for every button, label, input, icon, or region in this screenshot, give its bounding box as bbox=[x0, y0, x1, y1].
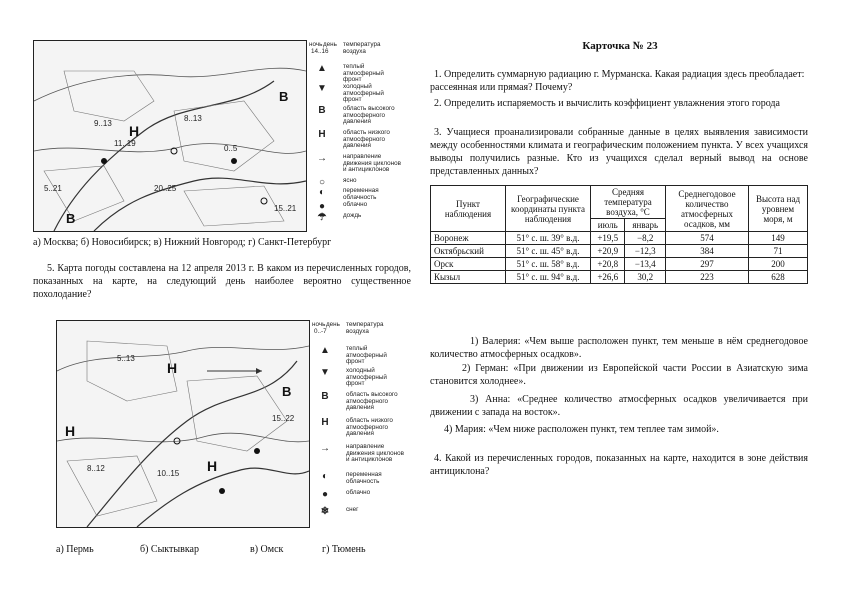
table-row bbox=[431, 258, 808, 271]
card-title: Карточка № 23 bbox=[582, 40, 658, 52]
cell-height: 200 bbox=[749, 258, 808, 271]
cold-front-icon: ▼ bbox=[320, 367, 330, 378]
high-pressure-icon: В bbox=[318, 105, 326, 116]
svg-text:5..21: 5..21 bbox=[44, 184, 62, 193]
table-row bbox=[431, 232, 808, 245]
snow-icon: ❄ bbox=[320, 506, 330, 517]
th-precip: Среднегодовое количество атмосферных осадков, мм bbox=[666, 186, 749, 232]
svg-text:В: В bbox=[282, 384, 292, 399]
legend-2-item-1: теплый атмосферный фронт bbox=[346, 345, 387, 366]
cell-point: Кызыл bbox=[431, 271, 506, 284]
clear-sky-icon: ○ bbox=[318, 177, 326, 188]
svg-text:8..13: 8..13 bbox=[184, 114, 202, 123]
low-pressure-icon: Н bbox=[321, 417, 329, 428]
svg-text:15..22: 15..22 bbox=[272, 414, 295, 423]
right-q2: 2. Определить испаряемость и вычислить коэффициент увлажнения этого города bbox=[434, 98, 780, 109]
rain-icon: ☂ bbox=[317, 212, 327, 223]
svg-text:Н: Н bbox=[167, 360, 178, 376]
low-pressure-icon: Н bbox=[318, 129, 326, 140]
legend-2-night: ночь bbox=[312, 321, 326, 328]
legend-1-example: 14..16 bbox=[311, 48, 329, 55]
high-pressure-icon: В bbox=[321, 391, 329, 402]
svg-text:10..15: 10..15 bbox=[157, 469, 180, 478]
svg-text:В: В bbox=[279, 89, 289, 104]
legend-2-day: день bbox=[326, 321, 340, 328]
partly-cloudy-icon: ◐ bbox=[321, 471, 329, 482]
th-point: Пункт наблюдения bbox=[431, 186, 506, 232]
partly-cloudy-icon: ◐ bbox=[318, 187, 326, 198]
cell-coords: 51° с. ш. 58° в.д. bbox=[506, 258, 591, 271]
legend-2-item-3: область высокого атмосферного давления bbox=[346, 391, 398, 412]
legend-2-item-0: температура воздуха bbox=[346, 321, 384, 335]
legend-1-item-6: ясно bbox=[343, 177, 357, 184]
cloudy-icon: ● bbox=[321, 489, 329, 500]
legend-2-item-5: направление движения циклонов и антициклонов bbox=[346, 443, 404, 464]
legend-1-night: ночь bbox=[309, 41, 323, 48]
right-q3: 3. Учащиеся проанализировали собранные данные в целях выявления зависимости между особенностями климата и географическим положением пункта. У всех учащихся выводы получились разные. Кто из учащихся сделал верный вывод на основе представленных данных? bbox=[430, 127, 808, 177]
cell-precip: 297 bbox=[666, 258, 749, 271]
legend-2-item-2: холодный атмосферный фронт bbox=[346, 367, 387, 388]
cold-front-icon: ▼ bbox=[317, 83, 327, 94]
table-row bbox=[431, 245, 808, 258]
legend-1-day: день bbox=[323, 41, 337, 48]
warm-front-icon: ▲ bbox=[320, 345, 330, 356]
cell-coords: 51° с. ш. 45° в.д. bbox=[506, 245, 591, 258]
legend-2-item-7: облачно bbox=[346, 489, 371, 496]
right-q1: 1. Определить суммарную радиацию г. Мурманска. Какая радиация здесь преобладает: рассеянная или прямая? Почему? bbox=[430, 69, 805, 93]
q5-option-a: а) Пермь bbox=[56, 544, 94, 555]
cell-point: Октябрьский bbox=[431, 245, 506, 258]
th-height: Высота над уровнем моря, м bbox=[749, 186, 808, 232]
arrow-right-icon: → bbox=[320, 443, 330, 454]
th-temp-july: июль bbox=[591, 219, 625, 232]
svg-text:В: В bbox=[66, 211, 76, 226]
svg-text:Н: Н bbox=[207, 458, 218, 474]
svg-text:5..13: 5..13 bbox=[117, 354, 135, 363]
weather-map-1-drawing bbox=[34, 41, 306, 231]
table-row bbox=[431, 271, 808, 284]
legend-1-item-3: область высокого атмосферного давления bbox=[343, 105, 395, 126]
cloudy-icon: ● bbox=[318, 201, 326, 212]
warm-front-icon: ▲ bbox=[317, 63, 327, 74]
svg-text:Н: Н bbox=[129, 123, 140, 139]
svg-text:15..21: 15..21 bbox=[274, 204, 297, 213]
legend-2-item-6: переменная облачность bbox=[346, 471, 382, 485]
q5-option-c: в) Омск bbox=[250, 544, 284, 555]
svg-text:8..12: 8..12 bbox=[87, 464, 105, 473]
legend-1-item-4: область низкого атмосферного давления bbox=[343, 129, 390, 150]
cell-jan: −13,4 bbox=[625, 258, 666, 271]
legend-2-item-4: область низкого атмосферного давления bbox=[346, 417, 393, 438]
svg-text:11..19: 11..19 bbox=[114, 139, 136, 148]
answer-3: 3) Анна: «Среднее количество атмосферных осадков увеличивается при движении с запада на восток». bbox=[430, 394, 808, 418]
legend-1-item-5: направление движения циклонов и антициклонов bbox=[343, 153, 401, 174]
arrow-right-icon: → bbox=[317, 153, 327, 164]
svg-text:9..13: 9..13 bbox=[94, 119, 112, 128]
answer-4: 4) Мария: «Чем ниже расположен пункт, тем теплее там зимой». bbox=[444, 424, 719, 435]
svg-text:20..25: 20..25 bbox=[154, 184, 177, 193]
weather-map-2-drawing bbox=[57, 321, 309, 527]
legend-1-item-1: теплый атмосферный фронт bbox=[343, 63, 384, 84]
legend-2-item-8: снег bbox=[346, 506, 359, 513]
legend-1-item-9: дождь bbox=[343, 212, 362, 219]
left-q5-text: 5. Карта погоды составлена на 12 апреля 2013 г. В каком из перечисленных городов, показанных на карте, на следующий день наиболее вероятно существенное похолодание? bbox=[33, 263, 411, 300]
cell-jan: −8,2 bbox=[625, 232, 666, 245]
svg-text:Н: Н bbox=[65, 423, 76, 439]
cell-jan: 30,2 bbox=[625, 271, 666, 284]
cell-july: +20,9 bbox=[591, 245, 625, 258]
cell-jan: −12,3 bbox=[625, 245, 666, 258]
cell-precip: 574 bbox=[666, 232, 749, 245]
answer-1: 1) Валерия: «Чем выше расположен пункт, тем меньше в нём среднегодовое количество атмосферных осадков». bbox=[430, 336, 808, 360]
cell-point: Орск bbox=[431, 258, 506, 271]
cell-height: 71 bbox=[749, 245, 808, 258]
legend-1-item-2: холодный атмосферный фронт bbox=[343, 83, 384, 104]
legend-2-example: 0..-7 bbox=[314, 328, 327, 335]
cell-coords: 51° с. ш. 39° в.д. bbox=[506, 232, 591, 245]
map-1-legend bbox=[307, 42, 415, 222]
cell-height: 628 bbox=[749, 271, 808, 284]
cell-july: +26,6 bbox=[591, 271, 625, 284]
cell-july: +19,5 bbox=[591, 232, 625, 245]
cell-precip: 223 bbox=[666, 271, 749, 284]
legend-1-item-8: облачно bbox=[343, 201, 368, 208]
weather-map-1 bbox=[33, 40, 307, 232]
weather-map-2 bbox=[56, 320, 310, 528]
th-temp-jan: январь bbox=[625, 219, 666, 232]
legend-1-item-7: переменная облачность bbox=[343, 187, 379, 201]
cell-height: 149 bbox=[749, 232, 808, 245]
legend-1-item-0: температура воздуха bbox=[343, 41, 381, 55]
cell-point: Воронеж bbox=[431, 232, 506, 245]
left-q4-options: а) Москва; б) Новосибирск; в) Нижний Новгород; г) Санкт-Петербург bbox=[33, 237, 332, 248]
cell-coords: 51° с. ш. 94° в.д. bbox=[506, 271, 591, 284]
svg-text:0..5: 0..5 bbox=[224, 144, 238, 153]
th-temp: Средняя температура воздуха, °С bbox=[591, 186, 666, 219]
right-q4: 4. Какой из перечисленных городов, показанных на карте, находится в зоне действия антициклона? bbox=[430, 453, 808, 477]
th-coords: Географические координаты пункта наблюдения bbox=[506, 186, 591, 232]
cell-july: +20,8 bbox=[591, 258, 625, 271]
q5-option-b: б) Сыктывкар bbox=[140, 544, 199, 555]
q5-option-d: г) Тюмень bbox=[322, 544, 366, 555]
map-2-legend bbox=[310, 322, 415, 522]
cell-precip: 384 bbox=[666, 245, 749, 258]
climate-table bbox=[430, 185, 808, 284]
answer-2: 2) Герман: «При движении из Европейской части России в Азиатскую зима становится холоднее». bbox=[430, 363, 808, 387]
